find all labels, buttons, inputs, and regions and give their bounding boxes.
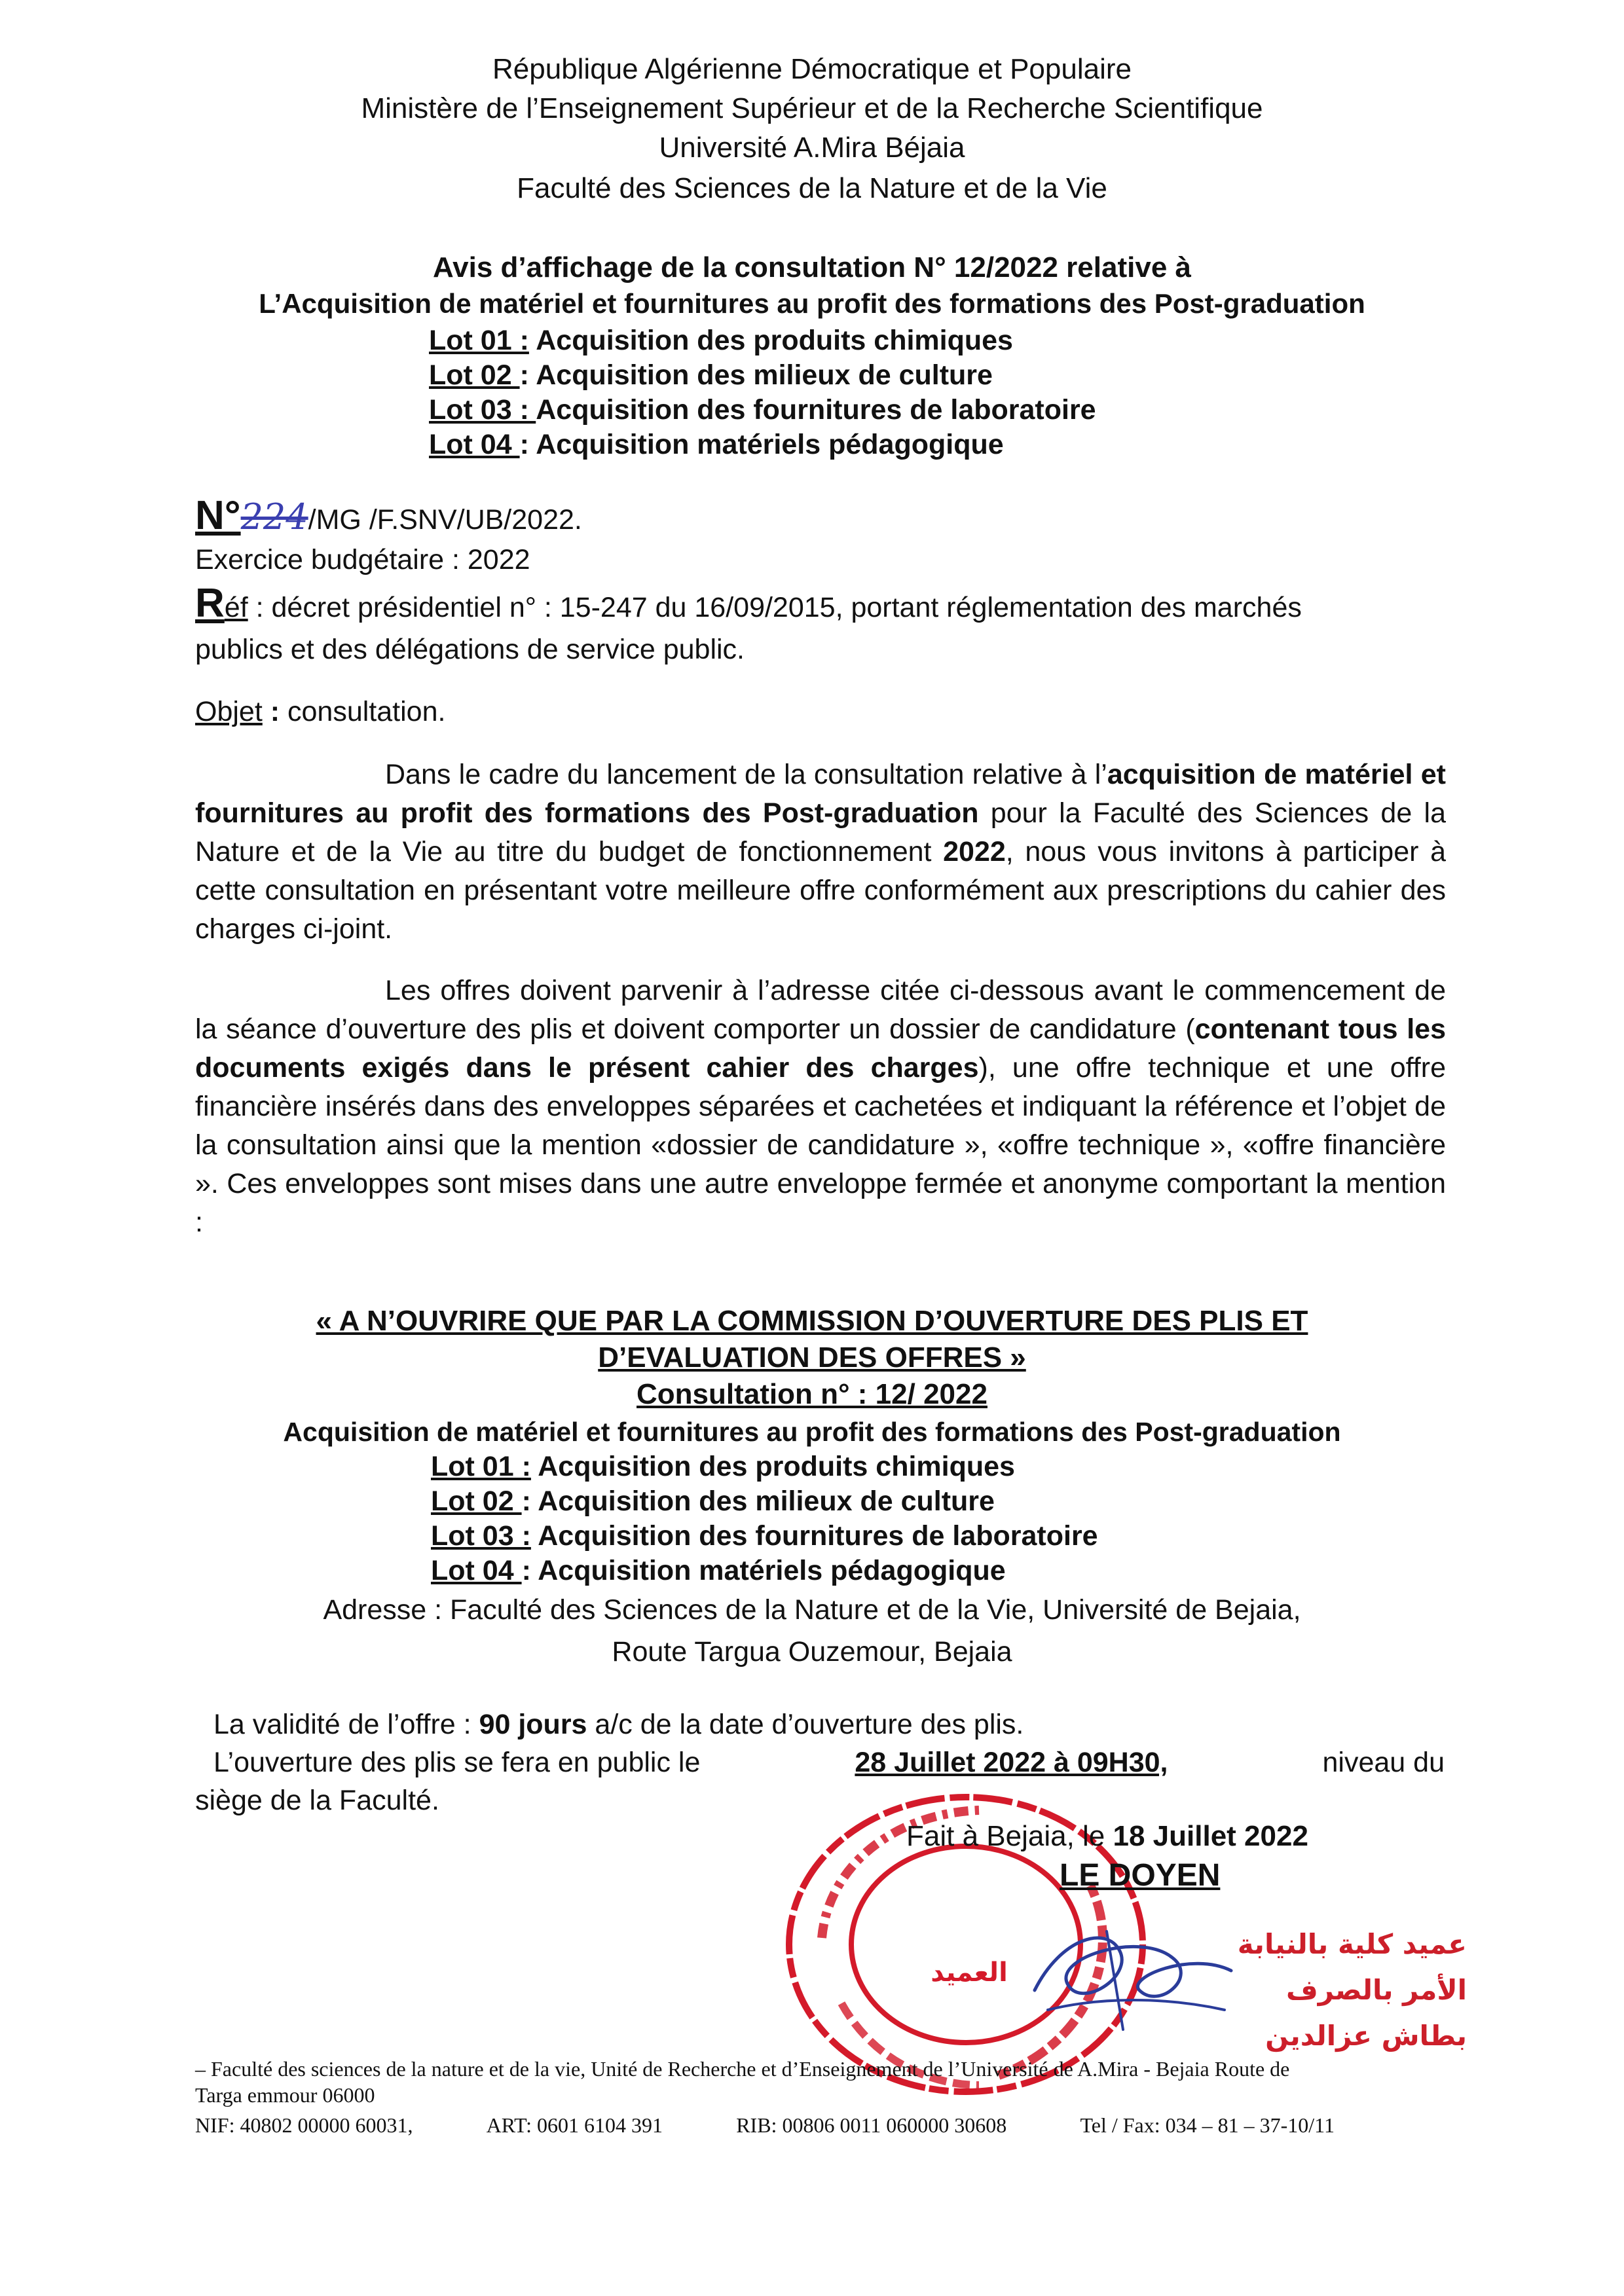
signature-place: Fait à Bejaia, le xyxy=(906,1820,1113,1852)
signature-place-date xyxy=(906,1817,1308,1855)
reference-line xyxy=(195,581,1302,627)
para1-bold-a: acquisition de matériel et fournitures au profit des formations des Post-graduation xyxy=(195,759,1446,829)
avis-subtitle: L’Acquisition de matériel et fournitures au profit des formations des Post-graduation xyxy=(259,288,1365,319)
object-colon: : xyxy=(262,696,280,727)
footer-identifiers xyxy=(195,2112,1335,2138)
opening-date: 28 Juillet 2022 à 09H30, xyxy=(855,1747,1168,1778)
envelope-consultation: Consultation n° : 12/ 2022 xyxy=(637,1378,987,1410)
lot-label: Lot 01 : xyxy=(431,1451,531,1482)
signature-date: 18 Juillet 2022 xyxy=(1113,1820,1308,1852)
arabic-line-1: عميد كلية بالنيابة xyxy=(1237,1928,1467,1960)
signature-title: LE DOYEN xyxy=(1060,1858,1221,1893)
para2-text-a: Les offres doivent parvenir à l’adresse citée ci-dessous avant le commencement de la séance d’ouverture des plis et doivent comporter un dossier de candidature ( xyxy=(195,975,1446,1045)
avis-lot-list xyxy=(429,323,1096,462)
envelope-lot-list xyxy=(431,1449,1098,1588)
lot-text: Acquisition des fournitures de laboratoire xyxy=(530,1520,1098,1552)
opening-line-2: siège de la Faculté. xyxy=(195,1785,439,1816)
lot-item xyxy=(431,1554,1098,1588)
lot-item xyxy=(431,1519,1098,1554)
lot-label: Lot 01 : xyxy=(429,325,529,356)
lot-text: Acquisition des produits chimiques xyxy=(530,1451,1015,1482)
lot-item xyxy=(429,393,1096,428)
lot-text: Acquisition des produits chimiques xyxy=(528,325,1013,356)
opening-line xyxy=(213,1743,1445,1782)
para1-text-b: pour la Faculté des Sciences de la Nature et de la Vie au titre du budget de fonctionnement xyxy=(195,797,1446,867)
header-republic: République Algérienne Démocratique et Populaire xyxy=(492,53,1132,85)
avis-title: Avis d’affichage de la consultation N° 12/2022 relative à xyxy=(433,251,1191,283)
lot-label: Lot 03 : xyxy=(429,394,536,426)
footer-nif: NIF: 40802 00000 60031, xyxy=(195,2113,413,2137)
object-line xyxy=(195,693,445,731)
arabic-line-2: الأمر بالصرف xyxy=(1285,1974,1467,2006)
para2-bold: contenant tous les documents exigés dans le présent cahier des charges xyxy=(195,1013,1446,1084)
lot-text: : Acquisition des milieux de culture xyxy=(521,1485,995,1517)
lot-item xyxy=(429,428,1096,462)
lot-label: Lot 04 xyxy=(429,429,520,460)
opening-text-b: niveau du xyxy=(1322,1747,1445,1778)
reference-number xyxy=(195,492,582,539)
footer-art: ART: 0601 6104 391 xyxy=(486,2113,663,2137)
validity-line xyxy=(213,1705,1024,1744)
paragraph-submission xyxy=(195,972,1446,1242)
header-ministry: Ministère de l’Enseignement Supérieur et de la Recherche Scientifique xyxy=(361,92,1263,124)
footer-address-line-2: Targa emmour 06000 xyxy=(195,2083,375,2107)
envelope-subtitle: Acquisition de matériel et fournitures au profit des formations des Post-graduation xyxy=(283,1417,1341,1447)
footer-tel: Tel / Fax: 034 – 81 – 37-10/11 xyxy=(1080,2113,1335,2137)
footer-rib: RIB: 00806 0011 060000 30608 xyxy=(736,2113,1007,2137)
para1-text-c: , nous vous invitons à participer à cette consultation en présentant votre meilleure offre conformément aux prescriptions du cahier des charges ci-joint. xyxy=(195,836,1446,945)
object-label: Objet xyxy=(195,696,263,727)
address-line-1: Adresse : Faculté des Sciences de la Nature et de la Vie, Université de Bejaia, xyxy=(323,1594,1301,1626)
validity-text-a: La validité de l’offre : xyxy=(213,1709,479,1740)
lot-text: : Acquisition des milieux de culture xyxy=(519,359,993,391)
lot-label: Lot 04 xyxy=(431,1555,522,1586)
lot-label: Lot 03 : xyxy=(431,1520,531,1552)
stamp-center-text: العميد xyxy=(931,1958,1008,1988)
lot-item xyxy=(431,1449,1098,1484)
number-suffix: /MG /F.SNV/UB/2022. xyxy=(308,504,582,536)
ref-initial: R xyxy=(195,581,225,626)
paragraph-invitation xyxy=(195,756,1446,949)
handwritten-signature xyxy=(1008,1912,1257,2043)
ref-text: : décret présidentiel n° : 15-247 du 16/09/2015, portant réglementation des marchés xyxy=(248,592,1302,623)
envelope-line-1: « A N’OUVRIRE QUE PAR LA COMMISSION D’OUVERTURE DES PLIS ET xyxy=(316,1305,1308,1337)
para1-bold-year: 2022 xyxy=(943,836,1006,867)
object-text: consultation. xyxy=(280,696,446,727)
lot-item xyxy=(429,323,1096,358)
header-university: Université A.Mira Béjaia xyxy=(659,132,965,164)
budget-year: Exercice budgétaire : 2022 xyxy=(195,544,530,575)
number-prefix: N° xyxy=(195,493,241,538)
lot-label: Lot 02 xyxy=(429,359,520,391)
envelope-line-2: D’EVALUATION DES OFFRES » xyxy=(598,1341,1026,1374)
handwritten-number: 224 xyxy=(240,496,308,538)
footer-address-line-1: – Faculté des sciences de la nature et de la vie, Unité de Recherche et d’Enseignement de l’Université de A.Mira - Bejaia Route de xyxy=(195,2057,1290,2081)
validity-days: 90 jours xyxy=(479,1709,587,1740)
lot-item xyxy=(429,358,1096,393)
lot-text: Acquisition des fournitures de laboratoire xyxy=(536,394,1096,426)
opening-text-a: L’ouverture des plis se fera en public le xyxy=(213,1747,701,1778)
lot-item xyxy=(431,1484,1098,1519)
ref-label: éf xyxy=(224,592,248,623)
lot-label: Lot 02 xyxy=(431,1485,522,1517)
validity-text-b: a/c de la date d’ouverture des plis. xyxy=(587,1709,1024,1740)
lot-text: : Acquisition matériels pédagogique xyxy=(519,429,1004,460)
reference-line-2: publics et des délégations de service public. xyxy=(195,634,745,665)
para1-text-a: Dans le cadre du lancement de la consultation relative à l’ xyxy=(385,759,1107,790)
header-faculty: Faculté des Sciences de la Nature et de la Vie xyxy=(517,172,1107,204)
lot-text: : Acquisition matériels pédagogique xyxy=(521,1555,1006,1586)
address-line-2: Route Targua Ouzemour, Bejaia xyxy=(612,1636,1012,1667)
arabic-line-3: بطاش عزالدين xyxy=(1265,2020,1467,2052)
para2-text-b: ), une offre technique et une offre financière insérés dans des enveloppes séparées et cachetées et indiquant la référence et l’objet de la consultation ainsi que la mention «dossier de candidature », «offre technique », «offre financière ». Ces enveloppes sont mises dans une autre enveloppe fermée et anonyme comportant la mention : xyxy=(195,1052,1446,1238)
